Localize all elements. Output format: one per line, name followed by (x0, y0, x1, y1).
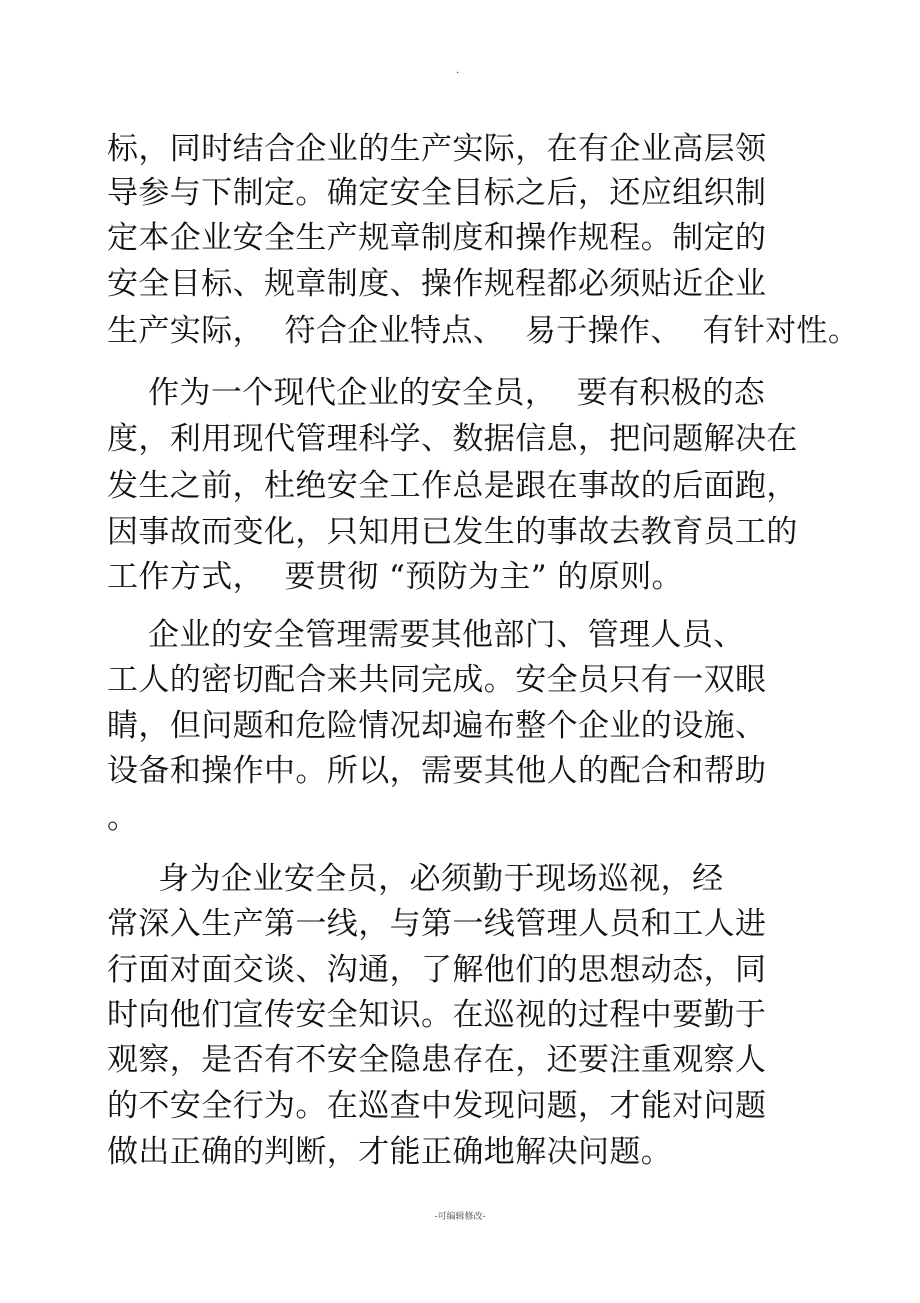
page-footer: -可编辑修改- (434, 1212, 486, 1222)
paragraph-line: 因事故而变化，只知用已发生的事故去教育员工的 (107, 514, 798, 550)
paragraph-line: 做出正确的判断，才能正确地解决问题。 (107, 1134, 673, 1170)
paragraph-line: 发生之前，杜绝安全工作总是跟在事故的后面跑， (107, 468, 798, 504)
paragraph-line: 企业的安全管理需要其他部门、管理人员、 (107, 617, 745, 653)
paragraph-line: 工作方式， 要贯彻 “预防为主” 的原则。 (107, 559, 683, 595)
paragraph-line: 。 (107, 800, 139, 836)
paragraph-line: 工人的密切配合来共同完成。安全员只有一双眼 (107, 662, 767, 698)
paragraph-line: 定本企业安全生产规章制度和操作规程。制定的 (107, 220, 767, 256)
paragraph-line: 作为一个现代企业的安全员， 要有积极的态 (107, 375, 766, 411)
paragraph-line: 安全目标、规章制度、操作规程都必须贴近企业 (107, 266, 767, 302)
paragraph-line: 度，利用现代管理科学、数据信息，把问题解决在 (107, 421, 798, 457)
paragraph-line: 设备和操作中。所以，需要其他人的配合和帮助 (107, 753, 767, 789)
paragraph-line: 观察，是否有不安全隐患存在，还要注重观察人 (107, 1042, 767, 1078)
paragraph-line: 标，同时结合企业的生产实际，在有企业高层领 (107, 131, 767, 167)
paragraph-line: 身为企业安全员，必须勤于现场巡视，经 (107, 861, 724, 897)
paragraph-line: 的不安全行为。在巡查中发现问题，才能对问题 (107, 1088, 767, 1124)
paragraph-line: 生产实际， 符合企业特点、 易于操作、 有针对性。 (107, 313, 860, 349)
paragraph-line: 导参与下制定。确定安全目标之后，还应组织制 (107, 175, 767, 211)
paragraph-line: 睛，但问题和危险情况却遍布整个企业的设施、 (107, 708, 767, 744)
paragraph-line: 行面对面交谈、沟通，了解他们的思想动态，同 (107, 952, 767, 988)
paragraph-line: 时向他们宣传安全知识。在巡视的过程中要勤于 (107, 997, 767, 1033)
paragraph-line: 常深入生产第一线，与第一线管理人员和工人进 (107, 906, 767, 942)
header-mark: . (456, 65, 460, 76)
